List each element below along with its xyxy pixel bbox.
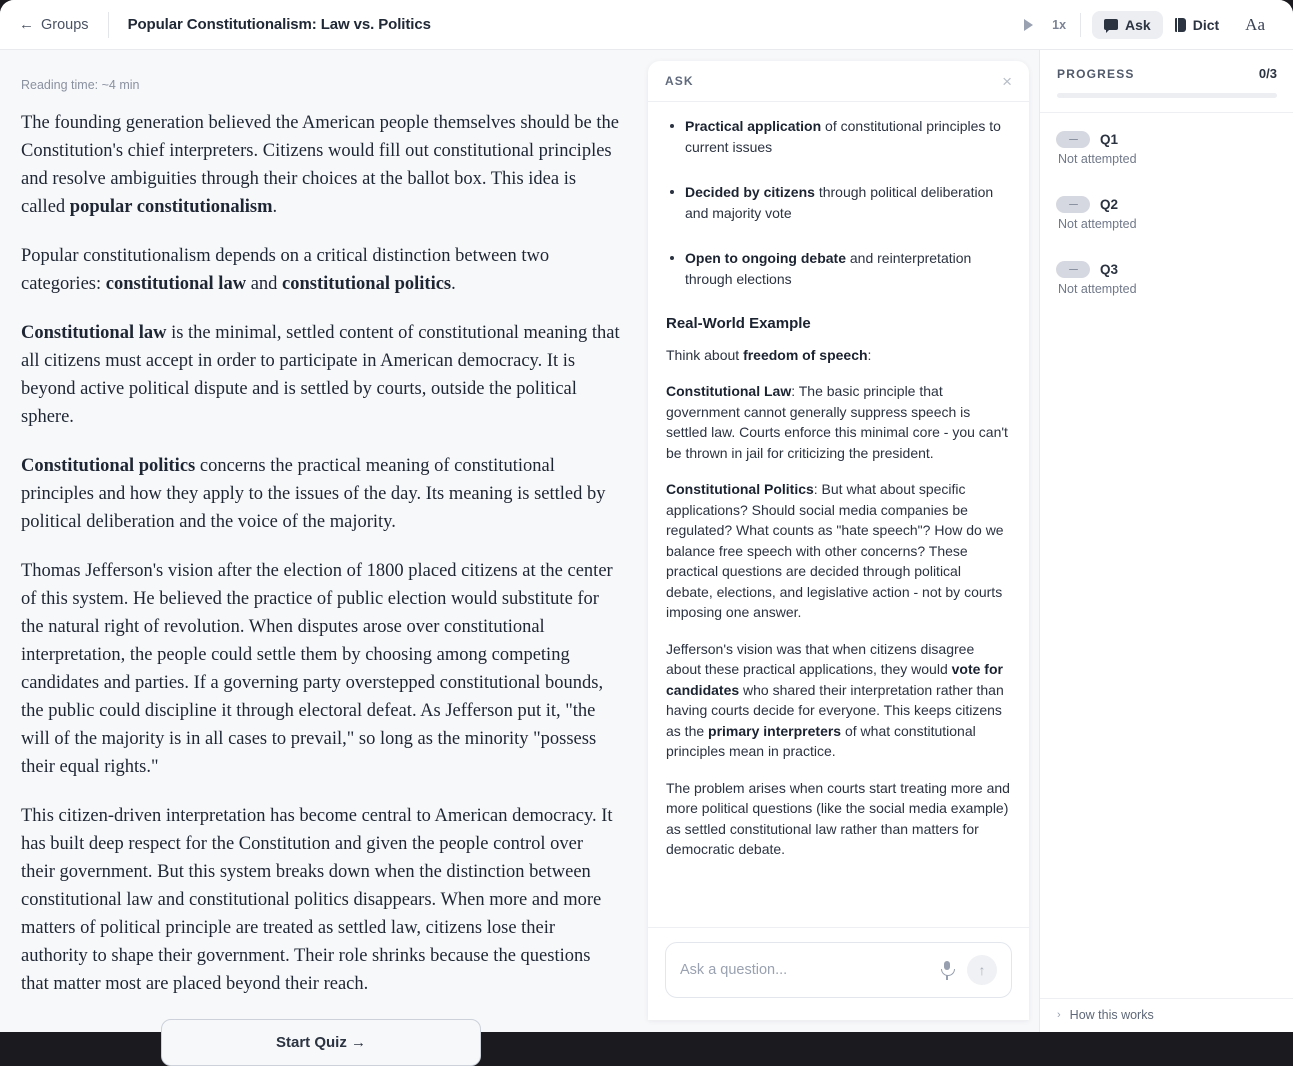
para2-part-a: Popular constitutionalism depends on a critical distinction between two categories: bbox=[21, 246, 550, 294]
font-size-button[interactable]: Aa bbox=[1245, 14, 1265, 34]
question-item-q1[interactable] bbox=[1056, 131, 1277, 166]
para2-bold-law: constitutional law bbox=[105, 274, 247, 294]
dash-icon bbox=[1069, 204, 1078, 206]
question-row bbox=[1056, 131, 1277, 148]
jefferson-a: Jefferson's vision was that when citizens disagree about these practical applications, they would bbox=[666, 640, 975, 677]
para3-text: is the minimal, settled content of constitutional meaning that all citizens must accept in order to participate in American democracy. It is beyond active political dispute and is settled by courts, outside the political sphere. bbox=[21, 323, 620, 427]
bullet-2-rest: through political deliberation and majority vote bbox=[685, 184, 994, 221]
bullet-3-rest: and reinterpretation through elections bbox=[685, 250, 972, 287]
page-title: Popular Constitutionalism: Law vs. Politics bbox=[127, 16, 431, 33]
constitutional-law-paragraph bbox=[666, 381, 1011, 463]
bullet-2-bold: Decided by citizens bbox=[685, 184, 815, 200]
close-icon[interactable]: × bbox=[1002, 71, 1012, 91]
status-badge bbox=[1056, 196, 1090, 213]
jefferson-paragraph bbox=[666, 639, 1011, 762]
example-intro-a: Think about bbox=[666, 346, 744, 363]
real-world-example-heading: Real-World Example bbox=[666, 315, 811, 332]
para1-part-a: The founding generation believed the American people themselves should be the Constitution's chief interpreters. Citizens would fill out constitutional principles and resolve ambiguities through their choices at the ballot box. This idea is called bbox=[21, 113, 619, 217]
send-button[interactable] bbox=[967, 955, 997, 985]
back-to-groups-button[interactable] bbox=[19, 17, 89, 33]
how-this-works-label: How this works bbox=[1069, 1008, 1154, 1022]
article-paragraph-1 bbox=[21, 109, 621, 221]
book-icon bbox=[1175, 18, 1186, 32]
progress-header bbox=[1040, 50, 1293, 98]
bullet-1-rest: of constitutional principles to current issues bbox=[685, 118, 1001, 155]
toolbar-right-group bbox=[1013, 0, 1293, 49]
para2-bold-politics: constitutional politics bbox=[282, 274, 452, 294]
ask-panel-content bbox=[648, 102, 1029, 927]
jefferson-bold-vote: vote for candidates bbox=[666, 661, 1003, 698]
article-paragraph-2 bbox=[21, 242, 621, 298]
question-row bbox=[1056, 196, 1277, 213]
article-paragraph-5: Thomas Jefferson's vision after the election of 1800 placed citizens at the center of this system. He believed the practice of public election would substitute for the natural right of revolution. When disputes arose over constitutional interpretation, the people could settle them by choosing among competing candidates and parties. If a governing party overstepped constitutional bounds, the public could discipline it through electoral defeat. As Jefferson put it, "the will of the majority is in all cases to prevail," so long as the minority "possess their equal rights." bbox=[21, 561, 613, 777]
ask-panel-footer bbox=[648, 927, 1029, 1020]
question-status: Not attempted bbox=[1058, 217, 1137, 231]
playback-speed-button[interactable]: 1x bbox=[1052, 17, 1067, 32]
example-intro-bold: freedom of speech bbox=[743, 346, 868, 363]
example-intro-c: : bbox=[867, 346, 872, 363]
body-area bbox=[0, 50, 1293, 1051]
problem-paragraph: The problem arises when courts start treating more and more political questions (like the social media example) as settled constitutional law rather than matters for democratic debate. bbox=[666, 779, 1010, 857]
question-item-q3[interactable] bbox=[1056, 261, 1277, 296]
back-button-label: Groups bbox=[41, 16, 89, 33]
para1-bold-term: popular constitutionalism bbox=[69, 197, 273, 217]
constitutional-politics-paragraph bbox=[666, 479, 1011, 623]
list-item bbox=[666, 182, 1011, 223]
article-body bbox=[21, 109, 621, 998]
toolbar-left-group bbox=[0, 0, 431, 49]
dash-icon bbox=[1069, 139, 1078, 141]
para4-text: concerns the practical meaning of constitutional principles and how they apply to the issues of the day. Its meaning is settled by political deliberation and the voice of the majority. bbox=[21, 456, 606, 532]
status-badge bbox=[1056, 261, 1090, 278]
article-inner bbox=[21, 78, 621, 998]
arrow-up-icon: ↑ bbox=[978, 962, 986, 978]
reading-time-label: Reading time: ~4 min bbox=[21, 78, 140, 92]
constitutional-politics-text: : But what about specific applications? Should social media companies be regulated? What counts as "hate speech"? How do we balance free speech with other concerns? These practical questions are decided through political debate, elections, and legislative action - not by courts imposing one answer. bbox=[666, 481, 1004, 620]
jefferson-bold-interpreters: primary interpreters bbox=[708, 722, 842, 739]
constitutional-politics-label: Constitutional Politics bbox=[666, 481, 814, 497]
list-item bbox=[666, 116, 1011, 157]
toolbar-divider bbox=[108, 12, 109, 38]
tab-dict-label: Dict bbox=[1192, 16, 1220, 33]
ask-panel-header bbox=[648, 61, 1029, 102]
quiz-button-wrap bbox=[21, 1019, 621, 1066]
microphone-icon[interactable] bbox=[937, 959, 957, 981]
para2-part-c: and bbox=[246, 274, 283, 294]
start-quiz-button[interactable]: Start Quiz → bbox=[161, 1019, 481, 1066]
question-label: Q3 bbox=[1100, 262, 1119, 277]
progress-title: PROGRESS bbox=[1057, 66, 1135, 81]
bullet-3-bold: Open to ongoing debate bbox=[685, 250, 846, 266]
microphone-stem bbox=[946, 975, 948, 980]
para4-bold-term: Constitutional politics bbox=[21, 456, 196, 476]
tab-ask[interactable] bbox=[1092, 11, 1163, 39]
bullet-1-bold: Practical application bbox=[685, 118, 822, 134]
chevron-right-icon: › bbox=[1057, 1008, 1061, 1021]
article-paragraph-6: This citizen-driven interpretation has become central to American democracy. It has built deep respect for the Constitution and given the people control over their government. But this system breaks down when the distinction between constitutional law and constitutional politics disappears. When more and more matters of political principle are treated as settled law, citizens lose their authority to shape their government. Their role shrinks because the questions that matter most are placed beyond their reach. bbox=[21, 806, 613, 994]
jefferson-e: of what constitutional principles mean in practice. bbox=[666, 722, 976, 759]
question-status: Not attempted bbox=[1058, 152, 1137, 166]
status-badge bbox=[1056, 131, 1090, 148]
ask-input[interactable] bbox=[680, 962, 937, 978]
constitutional-law-label: Constitutional Law bbox=[666, 383, 792, 399]
progress-panel bbox=[1039, 50, 1293, 1032]
question-label: Q1 bbox=[1100, 132, 1119, 147]
list-item bbox=[666, 248, 1011, 289]
progress-header-row bbox=[1057, 66, 1277, 81]
para3-bold-term: Constitutional law bbox=[21, 323, 167, 343]
progress-bar bbox=[1057, 93, 1277, 98]
play-icon bbox=[1024, 19, 1033, 31]
back-arrow-icon: ← bbox=[19, 16, 34, 33]
question-list bbox=[1040, 113, 1293, 296]
question-row bbox=[1056, 261, 1277, 278]
chat-bubble-icon bbox=[1104, 19, 1118, 30]
para1-part-c: . bbox=[272, 197, 278, 217]
progress-count: 0/3 bbox=[1258, 66, 1277, 81]
constitutional-law-text: : The basic principle that government cannot generally suppress speech is settled law. Courts enforce this minimal core - you can't be thrown in jail for criticizing the president. bbox=[666, 383, 1008, 461]
play-button[interactable] bbox=[1013, 10, 1043, 40]
how-this-works-button[interactable] bbox=[1040, 998, 1293, 1032]
ask-bullet-list bbox=[666, 116, 1011, 289]
ask-panel-title: ASK bbox=[665, 74, 694, 88]
tab-ask-label: Ask bbox=[1125, 16, 1151, 33]
question-label: Q2 bbox=[1100, 197, 1119, 212]
ask-panel bbox=[648, 61, 1029, 1020]
top-toolbar bbox=[0, 0, 1293, 50]
ask-input-container[interactable] bbox=[665, 942, 1012, 998]
question-item-q2[interactable] bbox=[1056, 196, 1277, 231]
article-paragraph-4 bbox=[21, 452, 621, 536]
para2-part-e: . bbox=[451, 274, 456, 294]
jefferson-c: who shared their interpretation rather than having courts decide for everyone. This keeps citizens as the bbox=[666, 681, 1004, 739]
tab-dict[interactable] bbox=[1163, 11, 1231, 39]
article-paragraph-3 bbox=[21, 319, 621, 431]
dash-icon bbox=[1069, 269, 1078, 271]
question-status: Not attempted bbox=[1058, 282, 1137, 296]
example-intro bbox=[666, 345, 1011, 366]
toolbar-divider-2 bbox=[1080, 13, 1081, 37]
